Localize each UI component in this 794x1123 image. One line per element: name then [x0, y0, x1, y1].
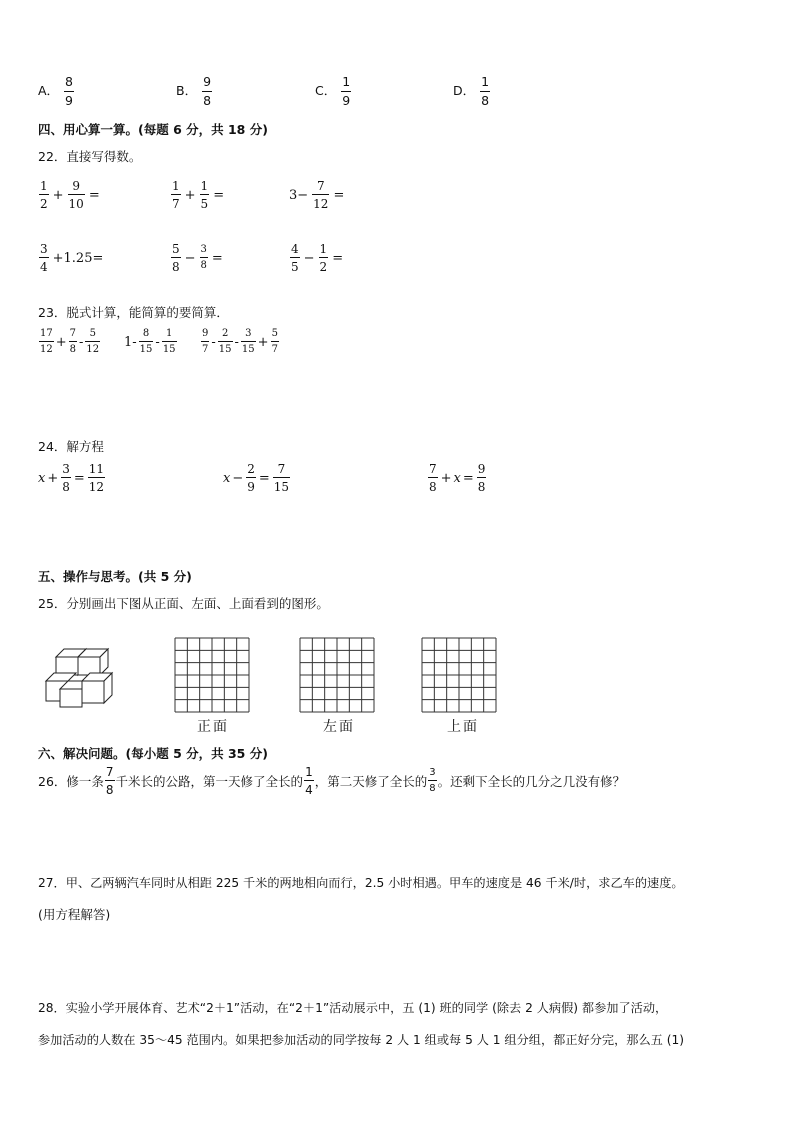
option-a-fraction: $\frac{8}{9}$ — [65, 74, 73, 108]
option-b-fraction: $\frac{9}{8}$ — [203, 74, 212, 108]
cube-stack-figure — [44, 645, 124, 709]
q22-text: 22．直接写得数。 — [38, 149, 142, 164]
section5-title: 五、操作与思考。(共 5 分) — [38, 569, 192, 584]
option-d-fraction: $\frac{1}{8}$ — [481, 74, 490, 108]
q27-line2: (用方程解答) — [38, 907, 111, 922]
q28-line1: 28．实验小学开展体育、艺术“2＋1”活动，在“2＋1”活动展示中，五 (1) 班的同学 (除去 2 人病假) 都参加了活动， — [38, 1001, 668, 1015]
option-c: C． $\frac{1}{9}$ — [315, 74, 351, 108]
grid-front-label: 正面 — [197, 719, 229, 735]
grid-top-label: 上面 — [447, 719, 479, 735]
section4-title: 四、用心算一算。(每题 6 分，共 18 分) — [38, 122, 268, 137]
grid-top — [421, 637, 497, 713]
q23-expr-1: $\frac{17}{12}$ + $\frac{7}{8}$ - $\frac{5}{12}$ — [40, 328, 100, 355]
q22-expr-1: $\frac{1}{2}$ + $\frac{9}{10}$ = — [40, 179, 100, 211]
q23-text: 23．脱式计算，能简算的要简算． — [38, 305, 229, 320]
q24-eq-3: $\frac{7}{8}$ + x = $\frac{9}{8}$ — [429, 462, 486, 494]
q22-expr-6: $\frac{4}{5}$ − $\frac{1}{2}$ = — [291, 242, 344, 274]
q24-text: 24．解方程 — [38, 439, 104, 454]
q22-expr-5: $\frac{5}{8}$ − $\frac{3}{8}$ = — [172, 242, 223, 274]
q28-line2: 参加活动的人数在 35～45 范围内。如果把参加活动的同学按每 2 人 1 组或每 5 人 1 组分组，都正好分完，那么五 (1) — [38, 1033, 684, 1047]
q23-expr-3: $\frac{9}{7}$ - $\frac{2}{15}$ - $\frac{3}{15}$ + $\frac{5}{7}$ — [202, 328, 278, 355]
q27-line1: 27．甲、乙两辆汽车同时从相距 225 千米的两地相向而行，2.5 小时相遇。甲车的速度是 46 千米/时，求乙车的速度。 — [38, 876, 684, 890]
q24-eq-1: x + $\frac{3}{8}$ = $\frac{11}{12}$ — [38, 462, 105, 494]
q23-expr-2: 1- $\frac{8}{15}$ - $\frac{1}{15}$ — [124, 328, 176, 355]
section6-title: 六、解决问题。(每小题 5 分，共 35 分) — [38, 746, 268, 761]
grid-left-label: 左面 — [323, 719, 355, 735]
q22-expr-3: 3− $\frac{7}{12}$ = — [289, 179, 345, 211]
option-b: B． $\frac{9}{8}$ — [176, 74, 212, 108]
grid-front — [174, 637, 250, 713]
grid-left — [299, 637, 375, 713]
option-d: D． $\frac{1}{8}$ — [453, 74, 490, 108]
q24-eq-2: x − $\frac{2}{9}$ = $\frac{7}{15}$ — [223, 462, 290, 494]
q25-text: 25．分别画出下图从正面、左面、上面看到的图形。 — [38, 596, 329, 611]
q22-expr-4: $\frac{3}{4}$ +1.25= — [40, 242, 104, 274]
option-a: A． $\frac{8}{9}$ — [38, 74, 73, 108]
q22-expr-2: $\frac{1}{7}$ + $\frac{1}{5}$ = — [172, 179, 225, 211]
option-c-fraction: $\frac{1}{9}$ — [342, 74, 351, 108]
q26-text: 26．修一条 $\frac{7}{8}$ 千米长的公路，第一天修了全长的 $\frac{1}{4}$ ，第二天修了全长的 $\frac{3}{8}$ 。还剩下全长的几分之几没有修？ — [38, 765, 626, 797]
